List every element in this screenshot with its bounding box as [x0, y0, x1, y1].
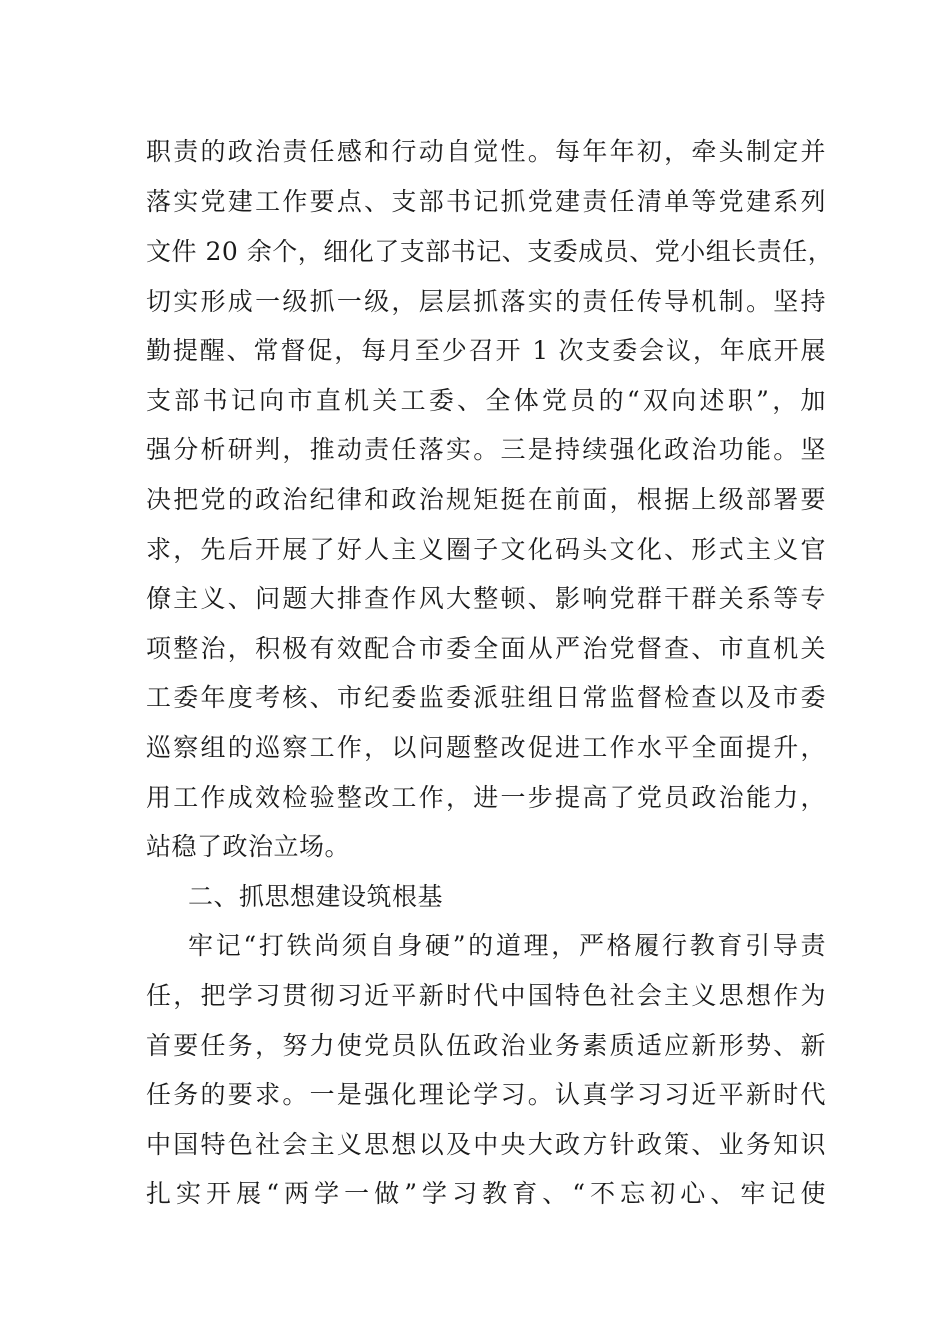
- paragraph-line: 职责的政治责任感和行动自觉性。每年年初，牵头制定并: [146, 137, 826, 166]
- paragraph-line: 任，把学习贯彻习近平新时代中国特色社会主义思想作为: [146, 981, 826, 1010]
- paragraph-line: 用工作成效检验整改工作，进一步提高了党员政治能力，: [146, 783, 826, 812]
- paragraph-line: 强分析研判，推动责任落实。三是持续强化政治功能。坚: [146, 435, 826, 464]
- paragraph-line: 求，先后开展了好人主义圈子文化码头文化、形式主义官: [146, 535, 826, 564]
- paragraph-line: 勤提醒、常督促，每月至少召开 1 次支委会议，年底开展: [146, 336, 826, 365]
- paragraph-line: 牢记“打铁尚须自身硬”的道理，严格履行教育引导责: [188, 931, 826, 960]
- paragraph-line: 文件 20 余个，细化了支部书记、支委成员、党小组长责任，: [146, 237, 834, 266]
- paragraph-line: 切实形成一级抓一级，层层抓落实的责任传导机制。坚持: [146, 287, 826, 316]
- paragraph-line: 任务的要求。一是强化理论学习。认真学习习近平新时代: [146, 1080, 826, 1109]
- paragraph-line: 支部书记向市直机关工委、全体党员的“双向述职”，加: [146, 386, 826, 415]
- paragraph-line: 站稳了政治立场。: [146, 832, 351, 861]
- section-heading: 二、抓思想建设筑根基: [188, 882, 444, 911]
- paragraph-line: 中国特色社会主义思想以及中央大政方针政策、业务知识: [146, 1130, 826, 1159]
- paragraph-line: 项整治，积极有效配合市委全面从严治党督查、市直机关: [146, 634, 826, 663]
- paragraph-line: 工委年度考核、市纪委监委派驻组日常监督检查以及市委: [146, 683, 826, 712]
- paragraph-line: 僚主义、问题大排查作风大整顿、影响党群干群关系等专: [146, 584, 826, 613]
- paragraph-line: 巡察组的巡察工作，以问题整改促进工作水平全面提升，: [146, 733, 826, 762]
- paragraph-line: 首要任务，努力使党员队伍政治业务素质适应新形势、新: [146, 1031, 826, 1060]
- paragraph-line: 落实党建工作要点、支部书记抓党建责任清单等党建系列: [146, 187, 826, 216]
- paragraph-line: 扎实开展“两学一做”学习教育、“不忘初心、牢记使: [146, 1179, 826, 1208]
- paragraph-line: 决把党的政治纪律和政治规矩挺在前面，根据上级部署要: [146, 485, 826, 514]
